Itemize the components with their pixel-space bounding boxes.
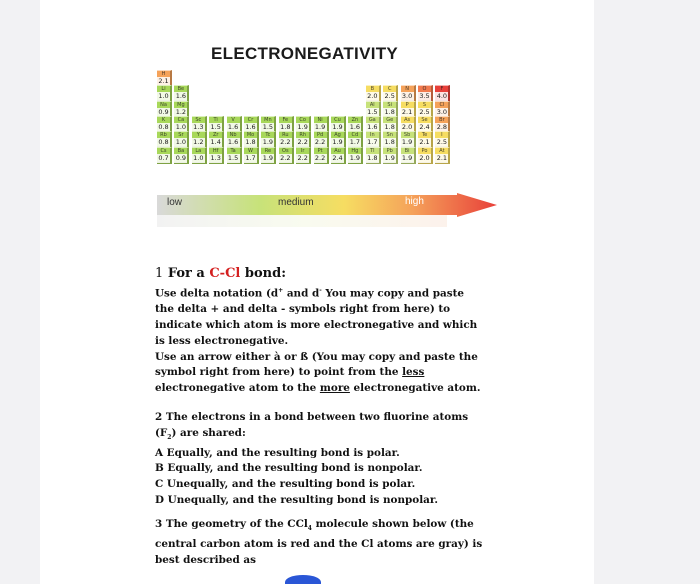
element-cell-ba bbox=[174, 147, 189, 164]
element-symbol: Zr bbox=[212, 132, 219, 139]
element-value: 1.9 bbox=[332, 122, 343, 131]
element-value: 1.8 bbox=[245, 138, 256, 147]
element-symbol: Pb bbox=[386, 147, 393, 154]
q1-instructions bbox=[155, 283, 485, 397]
element-symbol: Ta bbox=[230, 147, 236, 154]
q1-text-5: electronegative atom to the bbox=[155, 382, 320, 395]
element-symbol: Nb bbox=[229, 132, 237, 139]
element-symbol: At bbox=[439, 147, 445, 154]
element-symbol: Ca bbox=[177, 116, 185, 123]
element-symbol: Cl bbox=[439, 101, 445, 108]
element-symbol: Si bbox=[387, 101, 392, 108]
element-value: 2.5 bbox=[419, 107, 430, 116]
element-symbol: Sc bbox=[195, 116, 202, 123]
element-cell-os bbox=[279, 147, 294, 164]
element-value: 2.2 bbox=[280, 153, 291, 162]
element-value: 2.2 bbox=[280, 138, 291, 147]
element-value: 1.5 bbox=[227, 153, 239, 162]
element-value: 1.7 bbox=[367, 138, 378, 147]
q1-lead: For a bbox=[167, 266, 210, 281]
delta-minus-sup: - bbox=[319, 287, 322, 294]
element-value: 3.0 bbox=[401, 92, 413, 101]
element-value: 1.7 bbox=[349, 138, 361, 147]
element-value: 2.1 bbox=[419, 138, 430, 147]
element-value: 1.4 bbox=[210, 138, 221, 147]
element-symbol: Cu bbox=[334, 116, 341, 123]
element-value: 2.4 bbox=[419, 122, 430, 131]
element-symbol: N bbox=[405, 86, 409, 93]
q2-option-c: C Unequally, and the resulting bond is polar. bbox=[155, 478, 416, 491]
element-cell-bi bbox=[401, 147, 416, 164]
element-value: 1.9 bbox=[332, 138, 343, 147]
element-symbol: Tc bbox=[265, 132, 271, 139]
element-symbol: La bbox=[195, 147, 202, 154]
element-symbol: V bbox=[231, 116, 235, 123]
document-page bbox=[40, 0, 594, 584]
q2-stem-b: ) are shared: bbox=[171, 426, 246, 439]
element-symbol: Zn bbox=[351, 116, 359, 123]
element-value: 2.1 bbox=[436, 153, 448, 162]
element-cell-re bbox=[261, 147, 276, 164]
q1-tail: bond: bbox=[240, 266, 286, 281]
element-symbol: Re bbox=[264, 147, 272, 154]
q1-text-1: Use delta notation (d bbox=[155, 287, 279, 300]
element-value: 0.7 bbox=[158, 153, 169, 162]
element-value: 1.9 bbox=[401, 153, 413, 162]
element-symbol: Y bbox=[196, 132, 200, 139]
scale-high-label: high bbox=[405, 196, 424, 207]
element-value: 1.6 bbox=[245, 122, 256, 131]
element-cell-cs bbox=[157, 147, 172, 164]
element-value: 0.9 bbox=[175, 153, 187, 162]
element-value: 2.0 bbox=[419, 153, 430, 162]
element-symbol: Sr bbox=[178, 132, 184, 139]
element-value: 1.2 bbox=[193, 138, 204, 147]
element-value: 1.9 bbox=[314, 122, 326, 131]
element-symbol: B bbox=[370, 86, 375, 93]
element-value: 1.8 bbox=[384, 138, 395, 147]
element-value: 0.8 bbox=[158, 138, 169, 147]
delta-plus-sup: + bbox=[278, 287, 284, 294]
element-symbol: Pd bbox=[316, 132, 324, 139]
element-value: 0.9 bbox=[158, 107, 169, 116]
left-margin bbox=[0, 0, 40, 584]
element-symbol: Ni bbox=[317, 116, 323, 123]
element-symbol: S bbox=[422, 101, 427, 108]
element-value: 2.2 bbox=[314, 138, 326, 147]
element-symbol: W bbox=[248, 147, 253, 154]
q2-option-a: A Equally, and the resulting bond is polar. bbox=[155, 446, 400, 459]
element-value: 1.0 bbox=[175, 138, 187, 147]
element-symbol: Mn bbox=[264, 116, 272, 123]
element-symbol: Hf bbox=[212, 147, 219, 154]
element-symbol: Li bbox=[161, 86, 166, 93]
element-symbol: Ge bbox=[386, 116, 394, 123]
element-cell-la bbox=[192, 147, 207, 164]
element-symbol: Ti bbox=[213, 116, 218, 123]
q1-text-4: Use an arrow either à or ß (You may copy and paste the symbol right from here) to point from the bbox=[155, 350, 478, 379]
q3-text-b: molecule shown below (the central carbon atom is red and the Cl atoms are gray) is best described as bbox=[155, 518, 483, 566]
element-cell-ir bbox=[296, 147, 311, 164]
element-symbol: P bbox=[405, 101, 409, 108]
element-symbol: Pt bbox=[317, 147, 323, 154]
q3-block bbox=[155, 517, 485, 568]
element-symbol: Hg bbox=[351, 147, 359, 154]
element-value: 2.2 bbox=[314, 153, 326, 162]
element-symbol: Ag bbox=[334, 132, 341, 139]
element-value: 3.0 bbox=[436, 107, 448, 116]
element-cell-tl bbox=[366, 147, 381, 164]
element-symbol: Po bbox=[421, 147, 428, 154]
element-symbol: Ba bbox=[177, 147, 185, 154]
element-symbol: As bbox=[404, 116, 411, 123]
element-value: 1.6 bbox=[367, 122, 378, 131]
element-symbol: I bbox=[441, 132, 443, 139]
scale-arrow-shape bbox=[157, 193, 497, 217]
element-symbol: Sn bbox=[386, 132, 393, 139]
element-value: 1.8 bbox=[280, 122, 291, 131]
element-value: 0.8 bbox=[158, 122, 169, 131]
right-margin bbox=[594, 0, 700, 584]
q2-option-b: B Equally, and the resulting bond is nonpolar. bbox=[155, 462, 423, 475]
q3-text-a: 3 The geometry of the CCl bbox=[155, 518, 308, 530]
element-value: 2.0 bbox=[401, 122, 413, 131]
element-symbol: F bbox=[440, 86, 444, 93]
q1-heading bbox=[155, 266, 286, 281]
element-cell-ta bbox=[227, 147, 242, 164]
element-value: 1.6 bbox=[349, 122, 361, 131]
element-value: 2.1 bbox=[158, 77, 169, 85]
element-cell-hg bbox=[348, 147, 363, 164]
element-value: 2.8 bbox=[436, 122, 448, 131]
periodic-table bbox=[157, 70, 462, 210]
element-value: 1.9 bbox=[262, 153, 274, 162]
element-value: 1.0 bbox=[175, 122, 187, 131]
q2-option-d: D Unequally, and the resulting bond is nonpolar. bbox=[155, 494, 439, 507]
element-value: 1.9 bbox=[384, 153, 395, 162]
element-symbol: Cr bbox=[247, 116, 254, 123]
element-symbol: Cs bbox=[160, 147, 167, 154]
element-value: 2.0 bbox=[367, 92, 378, 101]
figure-title: ELECTRONEGATIVITY bbox=[211, 44, 399, 63]
element-cell-po bbox=[418, 147, 433, 164]
q2-block bbox=[155, 410, 485, 509]
element-value: 1.0 bbox=[158, 92, 169, 101]
q3-subscript: 4 bbox=[307, 525, 312, 533]
element-symbol: O bbox=[422, 86, 427, 93]
element-cell-at bbox=[435, 147, 450, 164]
element-symbol: Ga bbox=[368, 116, 376, 123]
element-value: 1.6 bbox=[175, 92, 187, 101]
element-value: 1.7 bbox=[245, 153, 256, 162]
q1-bond: C-Cl bbox=[209, 266, 241, 281]
q2-stem-a: 2 The electrons in a bond between two fluorine atoms (F bbox=[155, 411, 469, 439]
element-symbol: Os bbox=[282, 147, 289, 154]
element-value: 2.4 bbox=[332, 153, 343, 162]
element-value: 2.1 bbox=[401, 107, 413, 116]
element-symbol: Ru bbox=[282, 132, 289, 139]
element-value: 2.5 bbox=[384, 92, 395, 101]
element-cell-pt bbox=[314, 147, 329, 164]
element-value: 2.2 bbox=[297, 153, 308, 162]
element-symbol: In bbox=[369, 132, 375, 139]
element-value: 1.3 bbox=[193, 122, 204, 131]
element-value: 1.6 bbox=[227, 122, 239, 131]
element-value: 2.2 bbox=[297, 138, 308, 147]
element-symbol: Tl bbox=[370, 147, 375, 154]
element-value: 4.0 bbox=[436, 92, 448, 101]
element-value: 1.8 bbox=[384, 107, 395, 116]
q1-more-underlined: more bbox=[319, 382, 350, 395]
q1-less-underlined: less bbox=[402, 366, 425, 379]
element-symbol: K bbox=[161, 116, 166, 123]
element-symbol: Bi bbox=[404, 147, 410, 154]
element-cell-pb bbox=[383, 147, 398, 164]
element-cell-w bbox=[244, 147, 259, 164]
element-symbol: Mg bbox=[177, 101, 185, 108]
element-symbol: Au bbox=[334, 147, 341, 154]
element-value: 1.6 bbox=[227, 138, 239, 147]
element-value: 1.2 bbox=[175, 107, 187, 116]
element-cell-hf bbox=[209, 147, 224, 164]
scale-medium-label: medium bbox=[278, 197, 314, 208]
element-value: 1.8 bbox=[367, 153, 378, 162]
element-symbol: Na bbox=[160, 101, 167, 108]
element-value: 1.5 bbox=[210, 122, 221, 131]
element-value: 1.9 bbox=[349, 153, 361, 162]
q1-text-6: electronegative atom. bbox=[349, 382, 481, 395]
element-value: 1.5 bbox=[262, 122, 274, 131]
element-symbol: Ir bbox=[300, 147, 305, 154]
element-symbol: Rh bbox=[299, 132, 307, 139]
element-symbol: Te bbox=[421, 132, 428, 139]
element-symbol: Br bbox=[439, 116, 445, 123]
q2-subscript: 2 bbox=[167, 433, 172, 441]
q1-text-2: and d bbox=[283, 287, 320, 300]
element-value: 2.5 bbox=[436, 138, 448, 147]
element-value: 1.9 bbox=[401, 138, 413, 147]
element-value: 1.5 bbox=[367, 107, 378, 116]
element-symbol: Cd bbox=[351, 132, 359, 139]
element-symbol: Co bbox=[299, 116, 306, 123]
element-symbol: Mo bbox=[246, 132, 255, 139]
element-symbol: Al bbox=[369, 101, 375, 108]
element-value: 1.9 bbox=[262, 138, 274, 147]
element-value: 1.9 bbox=[297, 122, 308, 131]
element-symbol: Fe bbox=[282, 116, 289, 123]
element-symbol: Sb bbox=[403, 132, 411, 139]
electronegativity-scale bbox=[157, 193, 497, 217]
scale-low-label: low bbox=[167, 197, 183, 208]
element-symbol: Se bbox=[421, 116, 428, 123]
element-value: 1.0 bbox=[193, 153, 204, 162]
q1-number: 1 bbox=[155, 266, 164, 281]
element-symbol: Be bbox=[177, 86, 185, 93]
element-cell-au bbox=[331, 147, 346, 164]
element-symbol: H bbox=[161, 71, 166, 77]
element-value: 1.8 bbox=[384, 122, 395, 131]
element-symbol: Rb bbox=[160, 132, 167, 139]
element-value: 3.5 bbox=[419, 92, 430, 101]
element-symbol: C bbox=[387, 86, 392, 93]
q1-text-3: You may copy and paste the delta + and delta - symbols right from here) to indicate which atom is more electronegative and which is less electronegative. bbox=[155, 287, 478, 347]
scale-reflection bbox=[157, 215, 447, 227]
element-value: 1.3 bbox=[210, 153, 221, 162]
molecule-image-top bbox=[285, 575, 321, 584]
